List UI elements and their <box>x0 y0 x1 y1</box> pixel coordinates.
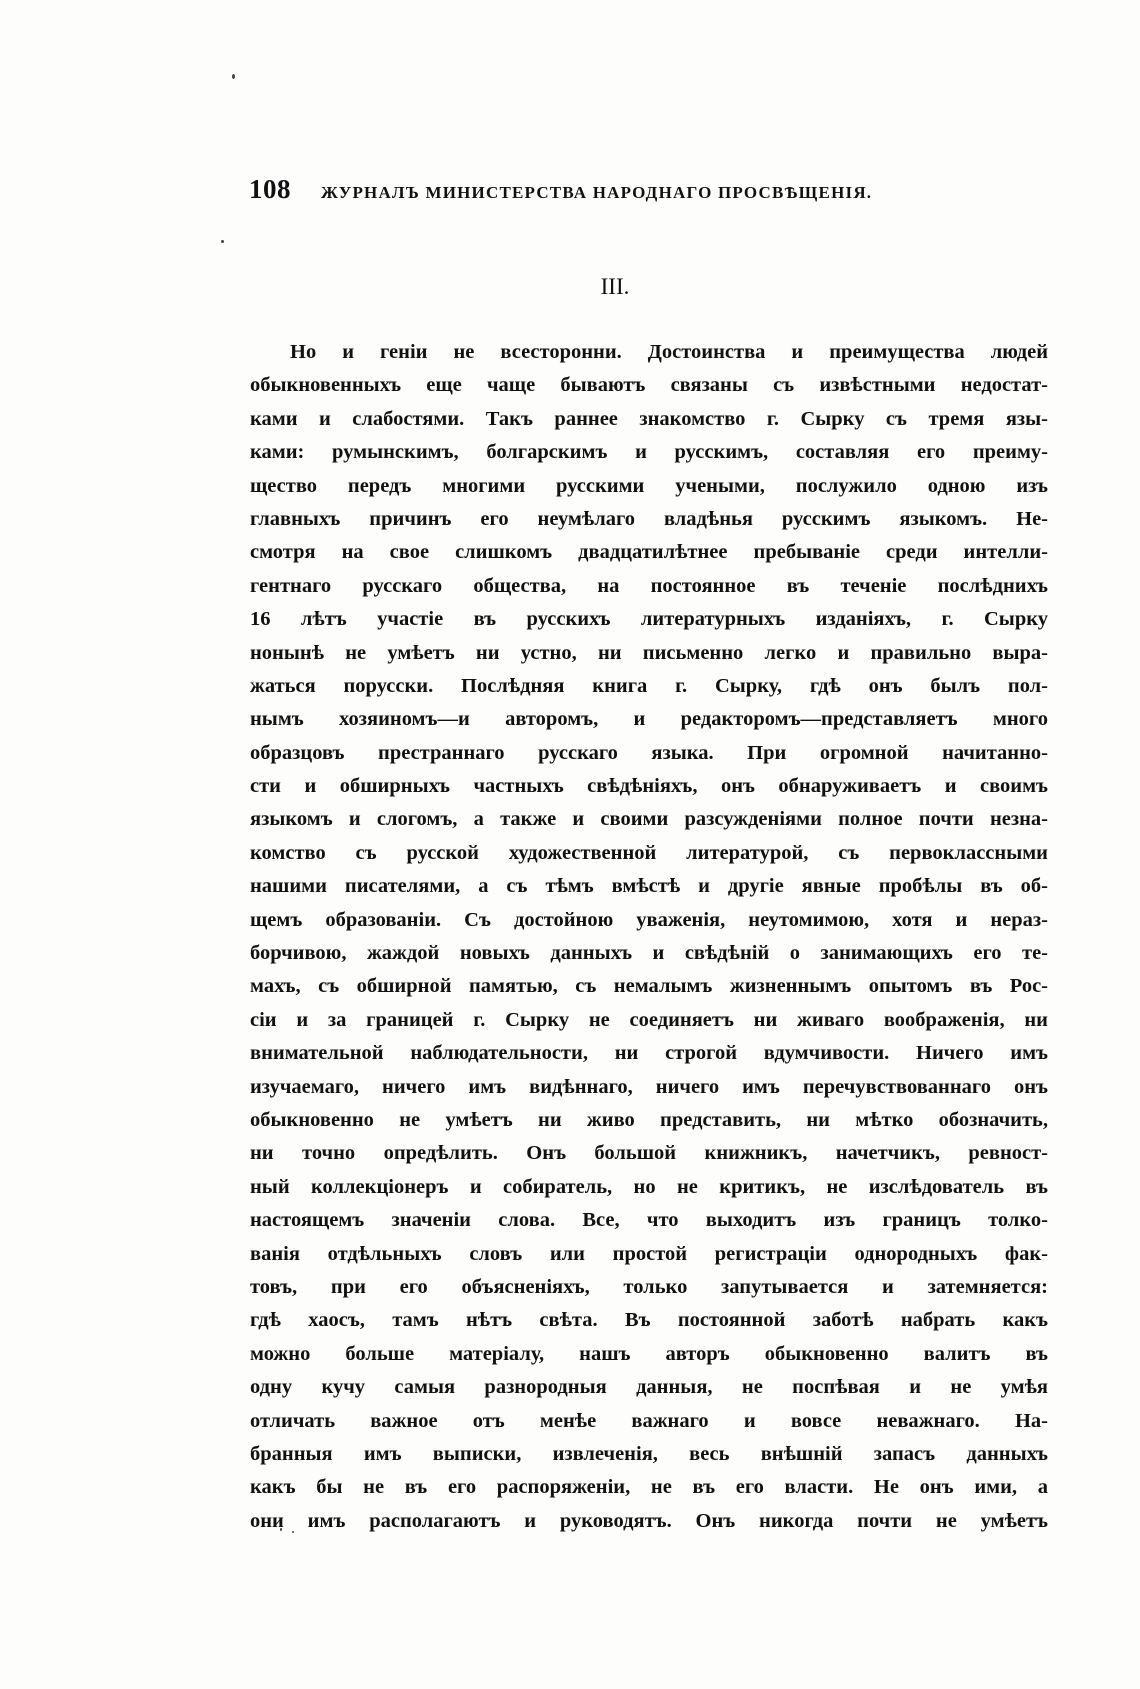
text-line: борчивою, жаждой новыхъ данныхъ и свѣдѣній о занимающихъ его те- <box>250 942 1048 965</box>
text-line: нымъ хозяиномъ—и авторомъ, и редакторомъ—представляетъ много <box>250 708 1048 731</box>
text-line: обыкновенно не умѣетъ ни живо представить, ни мѣтко обозначить, <box>250 1108 1048 1131</box>
text-line: ни точно опредѣлить. Онъ большой книжникъ, начетчикъ, ревност- <box>250 1142 1048 1165</box>
text-line: сти и обширныхъ частныхъ свѣдѣніяхъ, онъ обнаруживаетъ и своимъ <box>250 775 1048 798</box>
body-text <box>250 336 1048 1538</box>
text-line: одну кучу самыя разнородныя данныя, не поспѣвая и не умѣя <box>250 1376 1048 1399</box>
running-head: ЖУРНАЛЪ МИНИСТЕРСТВА НАРОДНАГО ПРОСВѢЩЕНІЯ. <box>321 183 873 202</box>
text-line: ный коллекціонеръ и собиратель, но не критикъ, не изслѣдователь въ <box>250 1175 1048 1198</box>
text-line: бранныя имъ выписки, извлеченія, весь внѣшній запасъ данныхъ <box>250 1442 1048 1465</box>
text-line: главныхъ причинъ его неумѣлаго владѣнья русскимъ языкомъ. Не- <box>250 507 1048 530</box>
text-line: сіи и за границей г. Сырку не соединяетъ ни живаго воображенія, ни <box>250 1008 1048 1031</box>
text-line: 16 лѣтъ участіе въ русскихъ литературныхъ изданіяхъ, г. Сырку <box>250 608 1048 631</box>
text-line: настоящемъ значеніи слова. Все, что выходитъ изъ границъ толко- <box>250 1209 1048 1232</box>
scan-speck <box>221 240 224 243</box>
text-line: они имъ располагаютъ и руководятъ. Онъ никогда почти не умѣетъ <box>250 1509 1048 1532</box>
text-line: гдѣ хаосъ, тамъ нѣтъ свѣта. Въ постоянной заботѣ набрать какъ <box>250 1309 1048 1332</box>
text-line: ванія отдѣльныхъ словъ или простой регистраціи однородныхъ фак- <box>250 1242 1048 1265</box>
text-line: смотря на свое слишкомъ двадцатилѣтнее пребываніе среди интелли- <box>250 541 1048 564</box>
page-header <box>249 174 949 214</box>
text-line: Но и геніи не всесторонни. Достоинства и преимущества людей <box>290 341 1048 363</box>
text-line: жаться порусски. Послѣдняя книга г. Сырку, гдѣ онъ былъ пол- <box>250 674 1048 697</box>
text-line: ками: румынскимъ, болгарскимъ и русскимъ, составляя его преиму- <box>250 441 1048 464</box>
text-line: обыкновенныхъ еще чаще бываютъ связаны съ извѣстными недостат- <box>250 374 1048 397</box>
text-line: щество передъ многими русскими учеными, послужило одною изъ <box>250 474 1048 497</box>
text-line: махъ, съ обширной памятью, съ немалымъ жизненнымъ опытомъ въ Рос- <box>250 975 1048 998</box>
text-line: внимательной наблюдательности, ни строгой вдумчивости. Ничего имъ <box>250 1042 1048 1065</box>
text-line: какъ бы не въ его распоряженіи, не въ его власти. Не онъ ими, а <box>250 1476 1048 1499</box>
text-line: отличать важное отъ менѣе важнаго и вовсе неважнаго. На- <box>250 1409 1048 1432</box>
text-line: изучаемаго, ничего имъ видѣннаго, ничего имъ перечувствованнаго онъ <box>250 1075 1048 1098</box>
text-line: товъ, при его объясненіяхъ, только запутывается и затемняется: <box>250 1275 1048 1298</box>
text-line: языкомъ и слогомъ, а также и своими разсужденіями полное почти незна- <box>250 808 1048 831</box>
section-heading: III. <box>600 274 630 299</box>
scan-speck <box>232 74 235 79</box>
text-line: нашими писателями, а съ тѣмъ вмѣстѣ и другіе явные пробѣлы въ об- <box>250 875 1048 898</box>
text-line: гентнаго русскаго общества, на постоянное въ теченіе послѣднихъ <box>250 574 1048 597</box>
text-line: щемъ образованіи. Съ достойною уваженія, неутомимою, хотя и нераз- <box>250 908 1048 931</box>
text-line: комство съ русской художественной литературой, съ первоклассными <box>250 841 1048 864</box>
text-line: можно больше матеріалу, нашъ авторъ обыкновенно валитъ въ <box>250 1342 1048 1365</box>
text-line: ками и слабостями. Такъ раннее знакомство г. Сырку съ тремя язы- <box>250 407 1048 430</box>
page-number: 108 <box>249 174 291 204</box>
text-line: нонынѣ не умѣетъ ни устно, ни письменно легко и правильно выра- <box>250 641 1048 664</box>
text-line: образцовъ престраннаго русскаго языка. При огромной начитанно- <box>250 741 1048 764</box>
